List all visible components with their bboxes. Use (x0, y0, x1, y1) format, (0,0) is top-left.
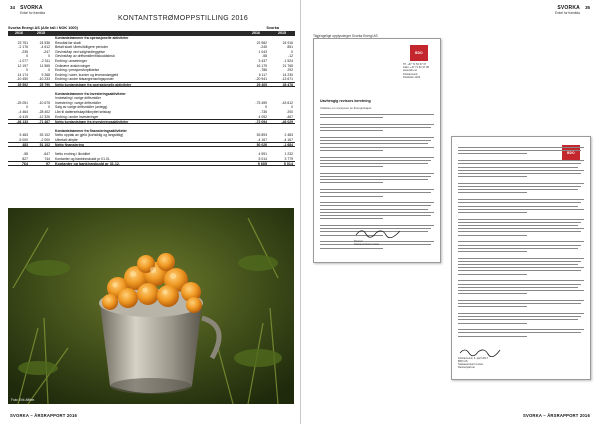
value-2015-company: -2 000 (40, 137, 50, 142)
value-2015-company: 51 102 (39, 143, 50, 148)
text-line (320, 209, 428, 210)
text-line (320, 150, 383, 151)
text-line (458, 319, 578, 320)
text-line (320, 147, 434, 148)
auditor-logo: BDO (562, 145, 580, 161)
text-line (458, 183, 584, 184)
text-line (458, 284, 581, 285)
value-2015-company: -4 612 (40, 45, 50, 50)
text-line (458, 173, 581, 174)
value-2016-company: 14 174 (17, 72, 28, 77)
text-line (458, 287, 578, 288)
value-2015-group: 3 779 (284, 156, 293, 161)
row-description: Netto opptak av gjeld (kortsiktig og langsiktig) (55, 133, 124, 138)
row-description: Kontantstrømmer fra investeringsaktiviteter (55, 91, 126, 96)
value-2015-group: -43 612 (281, 100, 293, 105)
year-col-2: 2015 (37, 31, 45, 35)
value-2016-company: 23 751 (17, 40, 28, 45)
value-2015-company: -28 402 (38, 109, 50, 114)
row-description: Salg av varige driftsmidler (anlegg) (55, 105, 108, 110)
value-2016-company: 5 483 (19, 133, 28, 138)
value-2016-company: 12 197 (17, 63, 28, 68)
text-line (458, 170, 584, 171)
value-2016-group: -75 459 (255, 100, 267, 105)
top-note: Tilgjengelige opplysninger Svorka Energi AS (313, 34, 378, 38)
text-line (458, 231, 581, 232)
text-line (320, 212, 434, 213)
value-2016-group: 0 (265, 105, 267, 110)
value-2015-group: 1 232 (284, 152, 293, 157)
text-line (320, 182, 383, 183)
value-2015-company: -647 (43, 152, 50, 157)
value-2016-group: 53 893 (256, 133, 267, 138)
row-description: Kontantstrømmer fra operasjonelle aktiviteter (55, 36, 129, 40)
value-2015-group: -46 029 (281, 120, 293, 125)
value-2016-group: -245 (260, 45, 267, 50)
table-row (8, 157, 295, 162)
text-line (320, 218, 383, 219)
text-line (320, 196, 383, 197)
table-row (8, 115, 295, 120)
row-description: Lån til datterselskap/tilknyttet selskap (55, 109, 111, 114)
value-2015-company: -2 311 (40, 58, 50, 63)
text-line (458, 332, 581, 333)
table-row (8, 77, 295, 82)
text-line (320, 192, 431, 193)
value-2015-group: 14 230 (282, 72, 293, 77)
subtotal-row (8, 82, 295, 87)
cash-flow-rows (8, 36, 295, 166)
value-2016-company: 35 592 (17, 82, 28, 87)
row-description: Innbetaling i varige driftsmidler (55, 96, 101, 101)
text-line (458, 248, 578, 249)
text-line (458, 264, 578, 265)
text-line (458, 290, 584, 291)
text-line (458, 202, 581, 203)
signer-text: Kristiansund, 3. april 2017 BDO AS Statsautorisert revisor Revisorpartner (458, 357, 488, 370)
text-line (320, 163, 428, 164)
row-description: Ordinære avskrivninger (55, 63, 91, 68)
row-description: Kontanter og bankinnskudd pr 31.12. (55, 162, 120, 167)
text-line (458, 222, 581, 223)
value-2016-group: 16 179 (256, 63, 267, 68)
value-2015-group: -13 671 (281, 77, 293, 82)
text-line (320, 166, 383, 167)
text-line (320, 140, 431, 141)
row-description: Utbetalt utbytte (55, 137, 78, 142)
text-line (320, 160, 431, 161)
value-2015-group: 45 478 (282, 82, 293, 87)
row-description: Netto kontantstrøm fra investeringsaktiviteter (55, 120, 129, 125)
year-col-1: 2016 (15, 31, 23, 35)
value-2015-group: -467 (286, 114, 293, 119)
value-2015-company: -10 675 (38, 100, 50, 105)
value-2015-company: 97 (45, 162, 50, 167)
subtotal-row (8, 119, 295, 124)
text-line (458, 206, 578, 207)
text-line (458, 212, 527, 213)
value-2015-group: 200 (287, 109, 293, 114)
value-2015-company: 0 (48, 68, 50, 73)
year-col-3: 2016 (252, 31, 260, 35)
text-line (458, 251, 527, 252)
text-line (458, 241, 584, 242)
value-2016-company: 0 (26, 105, 28, 110)
value-2016-company: -58 (23, 152, 28, 157)
right-page (300, 0, 600, 424)
text-line (458, 329, 584, 330)
text-line (320, 137, 434, 138)
text-line (458, 293, 527, 294)
value-2015-company: 0 (48, 54, 50, 59)
value-2016-company: -4 464 (18, 109, 28, 114)
text-line (458, 199, 584, 200)
row-description: Netto finansiering (55, 143, 84, 148)
table-row (8, 138, 295, 143)
text-line (458, 274, 527, 275)
auditor-report-page-2 (451, 136, 591, 380)
text-line (458, 160, 584, 161)
value-2015-group: -1 524 (283, 58, 293, 63)
cloudberry-photo-image (8, 208, 294, 404)
text-line (320, 248, 383, 249)
value-2016-company: -36 133 (16, 120, 28, 125)
value-2016-company: -235 (21, 49, 28, 54)
value-2016-group: 50 026 (256, 143, 267, 148)
text-line (458, 228, 584, 229)
value-2015-group: 2 483 (284, 133, 293, 138)
text-line (320, 189, 434, 190)
value-2016-group: 5 014 (258, 156, 267, 161)
value-2016-company: 0 (26, 54, 28, 59)
text-line (458, 153, 527, 154)
brand-name: SVORKA (20, 5, 43, 11)
value-2015-company: -247 (43, 49, 50, 54)
text-line (458, 176, 527, 177)
row-description: Gevinst/tap ved salg/nedleggelse (55, 49, 105, 54)
value-2016-group: -72 094 (255, 120, 267, 125)
value-2016-group: 1 043 (258, 49, 267, 54)
cloudberry-photo (8, 208, 294, 404)
text-line (320, 157, 434, 158)
row-description: Endring i varer, kunder og leverandørgjeld (55, 72, 119, 77)
signature-image (354, 225, 404, 239)
value-2016-company: -2 176 (18, 45, 28, 50)
row-description: Gevinst/tap av driftsmidler/tilskuddsbruk (55, 54, 115, 59)
left-page-footer: SVORKA – ÅRSRAPPORT 2016 (10, 413, 78, 418)
text-line (458, 306, 527, 307)
value-2015-company: 25 790 (39, 82, 50, 87)
value-2016-company: -1 077 (18, 58, 28, 63)
value-2016-company: 483 (22, 143, 28, 148)
value-2015-company: -12 326 (38, 114, 50, 119)
text-line (458, 303, 581, 304)
report-subheading: Uttalelse om revisjonen av årsregnskapet (320, 106, 372, 110)
page-number: 35 (585, 5, 590, 10)
signature-image (458, 345, 502, 357)
row-description: Betalt skatt i årets/tidligere perioder (55, 45, 109, 50)
value-2016-group: -786 (260, 68, 267, 73)
text-line (458, 300, 584, 301)
text-line (458, 313, 584, 314)
value-2015-group: 0 (291, 105, 293, 110)
text-line (458, 186, 581, 187)
value-2015-group: -12 (288, 54, 293, 59)
brand-tagline: Enkel for framtida (20, 10, 46, 15)
value-2015-company: -10 233 (38, 77, 50, 82)
value-2016-company: -6 419 (18, 114, 28, 119)
text-line (458, 147, 584, 148)
value-2016-group: 4 591 (258, 152, 267, 157)
text-line (458, 209, 584, 210)
text-line (320, 176, 431, 177)
value-2015-company: 0 (48, 105, 50, 110)
auditor-logo: BDO (410, 45, 428, 61)
cash-flow-table (8, 26, 295, 166)
row-description: Resultat før skatt (55, 40, 81, 45)
text-line (458, 280, 584, 281)
value-2015-group: 5 014 (283, 162, 293, 167)
text-line (458, 323, 527, 324)
value-2015-group: 0 (291, 49, 293, 54)
text-line (458, 336, 527, 337)
row-description: Endring i pensjonsforpliktelse (55, 68, 100, 73)
right-page-footer: SVORKA – ÅRSRAPPORT 2016 (522, 413, 590, 418)
text-line (320, 205, 431, 206)
value-2016-company: -5 000 (18, 137, 28, 142)
value-2015-company: 11 565 (39, 63, 50, 68)
value-2016-company: 0 (26, 68, 28, 73)
value-2015-group: 851 (287, 45, 293, 50)
closing-balance-row (8, 161, 295, 166)
value-2015-group: 21 765 (282, 63, 293, 68)
row-description: Endring i andre tidsavgrensningsposter (55, 77, 114, 82)
value-2016-group: 6 117 (258, 72, 267, 77)
value-2015-company: 744 (44, 156, 50, 161)
brand-tagline: Enkel for framtida (554, 10, 580, 15)
value-2016-company: 764 (21, 162, 28, 167)
text-line (458, 245, 581, 246)
value-2016-group: -4 167 (257, 137, 267, 142)
text-line (320, 173, 434, 174)
text-line (320, 143, 428, 144)
value-2015-group: -4 167 (283, 137, 293, 142)
value-2016-company: -25 051 (16, 100, 28, 105)
row-description: Kontanter og bankinnskudd pr 01.01. (55, 156, 111, 161)
report-heading: Uavhengig revisors beretning (320, 99, 371, 103)
value-2016-group: 4 092 (258, 114, 267, 119)
auditor-report-page-1 (313, 38, 441, 263)
signer-text: Revisor Statsautorisert revisor (354, 240, 380, 247)
text-line (458, 235, 527, 236)
row-description: Endring i andre investeringer (55, 114, 99, 119)
text-line (320, 130, 383, 131)
text-line (458, 189, 578, 190)
text-line (320, 215, 431, 216)
brand-logo (555, 6, 580, 15)
subtotal-row (8, 142, 295, 147)
left-page-header (10, 6, 45, 20)
value-2016-group: -20 941 (255, 77, 267, 82)
row-description: Endring i avsetninger (55, 58, 87, 63)
text-line (458, 316, 581, 317)
year-col-4: 2015 (278, 31, 286, 35)
text-line (458, 219, 584, 220)
value-2015-group: 292 (287, 68, 293, 73)
text-line (320, 202, 434, 203)
group-label: Svorka (266, 26, 279, 30)
text-line (458, 167, 578, 168)
row-description: Kontantstrømmer fra finansieringsaktiviteter (55, 128, 127, 133)
text-line (320, 124, 434, 125)
brand-name: SVORKA (557, 5, 580, 11)
text-line (458, 163, 581, 164)
value-2015-group: 24 916 (282, 40, 293, 45)
value-2016-group: 9 605 (257, 162, 267, 167)
text-line (320, 127, 431, 128)
value-2016-group: -735 (260, 109, 267, 114)
text-line (458, 270, 581, 271)
value-2015-company: 24 536 (39, 40, 50, 45)
text-line (458, 261, 581, 262)
value-2016-group: 22 982 (256, 40, 267, 45)
brand-logo (20, 6, 45, 15)
text-line (458, 150, 581, 151)
value-2016-company: 827 (22, 156, 28, 161)
value-2015-company: -71 467 (38, 120, 50, 125)
value-2016-group: 29 409 (256, 82, 267, 87)
value-2016-group: -58 (262, 54, 267, 59)
text-line (458, 258, 584, 259)
photo-credit: Foto: Erik Afflem (11, 398, 35, 402)
text-line (320, 117, 383, 118)
value-2015-group: -1 684 (283, 143, 293, 148)
text-line (458, 267, 584, 268)
right-page-header (555, 6, 590, 20)
auditor-address: Tlf: +47 71 52 37 37 Faks: +47 71 52 37 38 www.bdo.no Kristiansund Postboks 1234 (403, 63, 429, 79)
page-title: KONTANTSTRØMOPPSTILLING 2016 (118, 15, 249, 22)
value-2016-company: -10 450 (16, 77, 28, 82)
text-line (458, 192, 527, 193)
text-line (320, 179, 428, 180)
row-description: Netto endring i likviditet (55, 152, 91, 157)
value-2015-company: 53 102 (39, 133, 50, 138)
text-line (320, 114, 434, 115)
value-2015-company: 9 268 (41, 72, 50, 77)
row-description: Netto kontantstrøm fra operasjonelle aktiviteter (55, 82, 132, 87)
company-label: Svorka Energi AS (Alle tall i NOK 1000) (8, 26, 78, 30)
value-2016-group: 3 437 (258, 58, 267, 63)
page-number: 34 (10, 5, 15, 10)
row-description: Investering i varige driftsmidler (55, 100, 101, 105)
text-line (458, 225, 578, 226)
